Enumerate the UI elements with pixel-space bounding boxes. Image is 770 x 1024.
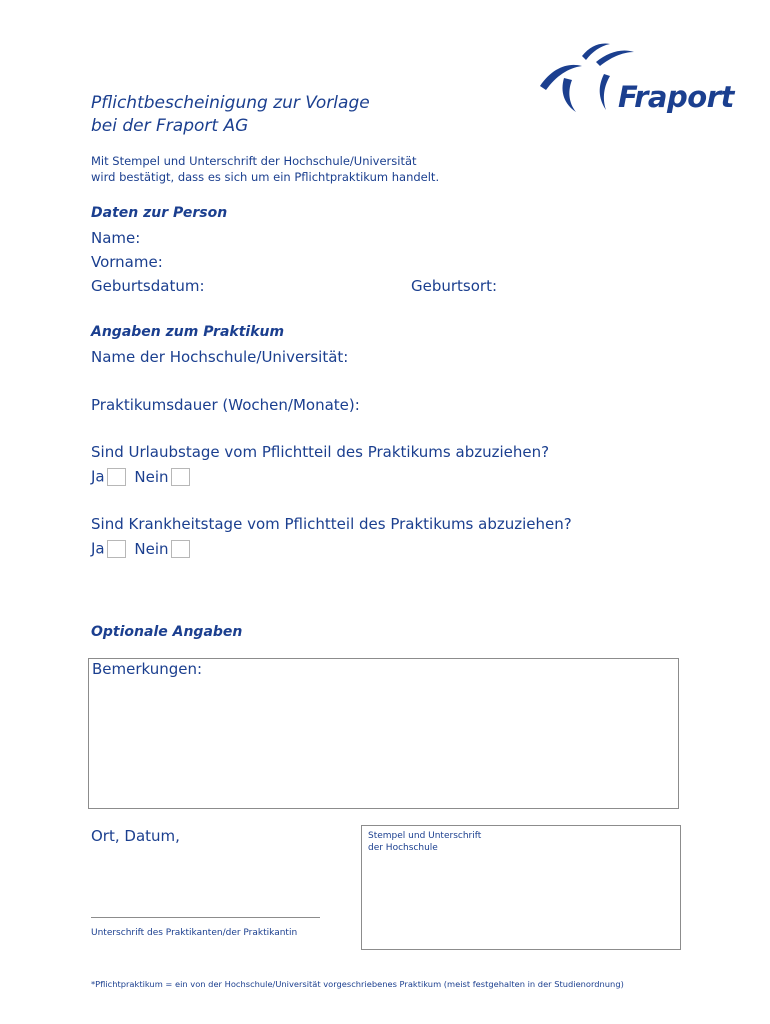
- logo-wordmark: Fraport: [618, 80, 734, 114]
- krank-ja-checkbox[interactable]: [107, 540, 126, 558]
- stamp-box[interactable]: [361, 825, 681, 950]
- urlaub-ja-label: Ja: [91, 467, 105, 486]
- urlaub-nein-checkbox[interactable]: [171, 468, 190, 486]
- geburtsdatum-field-label: Geburtsdatum:: [91, 277, 205, 295]
- footnote: *Pflichtpraktikum = ein von der Hochschule/Universität vorgeschriebenes Praktikum (meist festgehalten in der Studienordnung): [91, 979, 624, 989]
- intro-line-1: Mit Stempel und Unterschrift der Hochschule/Universität: [91, 154, 417, 168]
- hochschule-field-label: Name der Hochschule/Universität:: [91, 348, 349, 366]
- title-line-2: bei der Fraport AG: [91, 116, 249, 136]
- stamp-caption: [368, 830, 481, 854]
- urlaub-question: Sind Urlaubstage vom Pflichtteil des Praktikums abzuziehen?: [91, 443, 550, 461]
- krank-ja-label: Ja: [91, 539, 105, 558]
- intro-line-2: wird bestätigt, dass es sich um ein Pflichtpraktikum handelt.: [91, 170, 440, 184]
- section-heading-person: Daten zur Person: [91, 205, 228, 221]
- geburtsort-field-label: Geburtsort:: [411, 277, 498, 295]
- urlaub-nein-label: Nein: [134, 467, 169, 486]
- intro-text: [91, 153, 439, 185]
- dauer-field-label: Praktikumsdauer (Wochen/Monate):: [91, 396, 360, 414]
- section-heading-optional: Optionale Angaben: [91, 624, 243, 640]
- page-title: [91, 92, 370, 138]
- krank-nein-label: Nein: [134, 539, 169, 558]
- ort-datum-label: Ort, Datum,: [91, 827, 180, 845]
- stamp-caption-line-1: Stempel und Unterschrift: [368, 831, 482, 841]
- student-signature-caption: Unterschrift des Praktikanten/der Praktikantin: [91, 928, 298, 938]
- bemerkungen-label: Bemerkungen:: [92, 660, 203, 678]
- krank-options: [91, 539, 190, 558]
- krank-nein-checkbox[interactable]: [171, 540, 190, 558]
- fraport-logo: [538, 40, 734, 120]
- section-heading-praktikum: Angaben zum Praktikum: [91, 324, 285, 340]
- krank-question: Sind Krankheitstage vom Pflichtteil des Praktikums abzuziehen?: [91, 515, 572, 533]
- signature-line[interactable]: [91, 917, 320, 918]
- name-field-label: Name:: [91, 229, 141, 247]
- stamp-caption-line-2: der Hochschule: [368, 843, 438, 853]
- urlaub-options: [91, 467, 190, 486]
- bemerkungen-box[interactable]: [88, 658, 679, 809]
- title-line-1: Pflichtbescheinigung zur Vorlage: [91, 93, 370, 113]
- vorname-field-label: Vorname:: [91, 253, 163, 271]
- urlaub-ja-checkbox[interactable]: [107, 468, 126, 486]
